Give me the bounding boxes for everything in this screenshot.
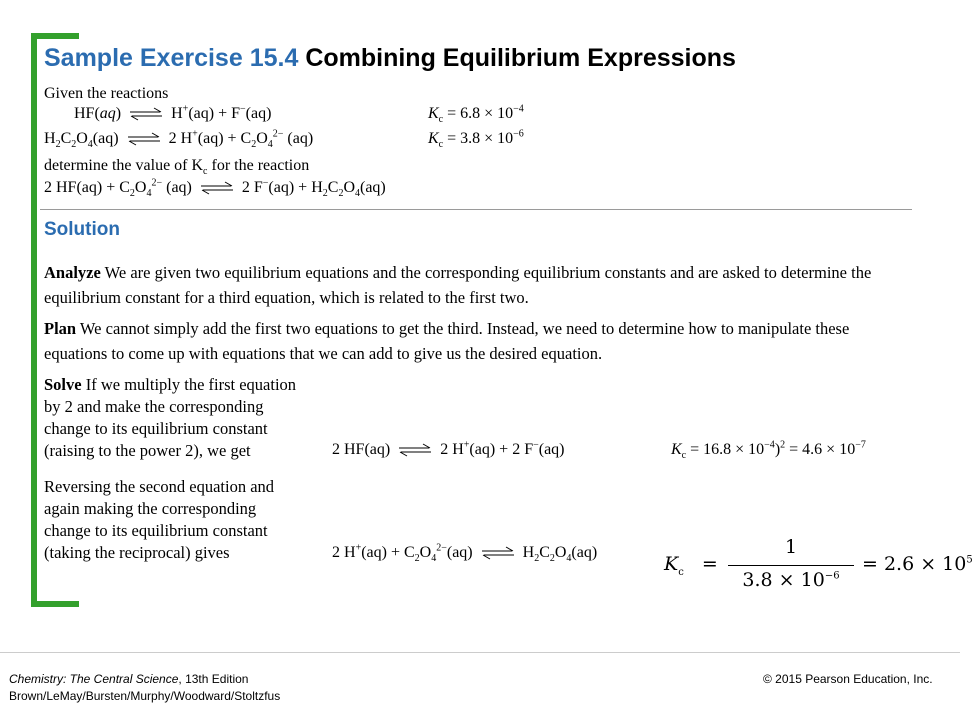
target-reaction: 2 $HF(aq) + C_2O_4^{2-}$ (aq) 2 $F^-(aq) + H_2C_2O_4(aq)$	[44, 177, 386, 200]
equilibrium-arrow-icon	[480, 547, 516, 559]
equilibrium-arrow-icon	[126, 133, 162, 145]
footer-book: Chemistry: The Central Science, 13th Edition	[9, 672, 249, 686]
fraction-numerator: 1	[784, 536, 798, 558]
equilibrium-arrow-icon	[199, 182, 235, 194]
solve-equation: 2 HF(aq) 2 H+(aq) + 2 F−(aq)	[332, 439, 565, 458]
fraction-bar	[728, 565, 854, 566]
solve-k: $K_c = 16.8 \times 10^{-4})^2 = 4.6 \times 10^{-7}$	[671, 439, 866, 462]
solve-paragraph: Solve If we multiply the first equation by 2 and make the corresponding change to its equilibrium constant (raising to the power 2), we get	[44, 375, 297, 460]
exercise-number: Sample Exercise 15.4	[44, 44, 299, 72]
footer-divider	[0, 652, 960, 653]
footer-copyright: © 2015 Pearson Education, Inc.	[763, 672, 933, 686]
reaction-2: $H_2C_2O_4(aq)$ 2 $H^+(aq) + C_2O_4^{2-}$ (aq)	[44, 128, 314, 151]
equilibrium-arrow-icon	[397, 444, 433, 456]
reciprocal-k-result: = $2.6 \times 10^5$	[862, 553, 973, 575]
page-title	[44, 44, 736, 73]
plan-paragraph: Plan We cannot simply add the first two equations to get the third. Instead, we need to determine how to manipulate these equations to come up with equations that we can add to give us the desired equation.	[44, 319, 850, 363]
solution-heading: Solution	[44, 219, 120, 240]
exercise-title: Combining Equilibrium Expressions	[305, 44, 736, 72]
reaction-2-k: $K_c = 3.8 \times 10^{-6}$	[428, 128, 524, 151]
plan-label: Plan	[44, 319, 77, 338]
green-bracket-vertical	[31, 33, 37, 607]
given-intro: Given the reactions	[44, 85, 169, 102]
solve-label: Solve	[44, 375, 82, 394]
reverse-paragraph: Reversing the second equation and again making the corresponding change to its equilibrium constant (taking the reciprocal) gives	[44, 477, 275, 562]
analyze-paragraph: Analyze We are given two equilibrium equations and the corresponding equilibrium constants and are asked to determine the equilibrium constant for a third equation, which is related to the first two.	[44, 263, 872, 307]
green-bracket-bottom	[31, 601, 79, 607]
analyze-label: Analyze	[44, 263, 101, 282]
reaction-1: HF(aq) H+(aq) + F−(aq)	[74, 103, 272, 122]
determine-text: determine the value of $K_c$ for the reaction	[44, 157, 310, 178]
equilibrium-arrow-icon	[128, 108, 164, 120]
reverse-equation: 2 $H^+(aq) + C_2O_4^{2-}(aq)$ $H_2C_2O_4(aq)$	[332, 542, 598, 565]
footer-authors: Brown/LeMay/Bursten/Murphy/Woodward/Stoltzfus	[9, 689, 281, 703]
reaction-1-k: $K_c = 6.8 \times 10^{-4}$	[428, 103, 524, 126]
section-divider	[40, 209, 912, 210]
green-bracket-top	[31, 33, 79, 39]
fraction-denominator: $3.8 \times 10^{-6}$	[742, 569, 840, 591]
